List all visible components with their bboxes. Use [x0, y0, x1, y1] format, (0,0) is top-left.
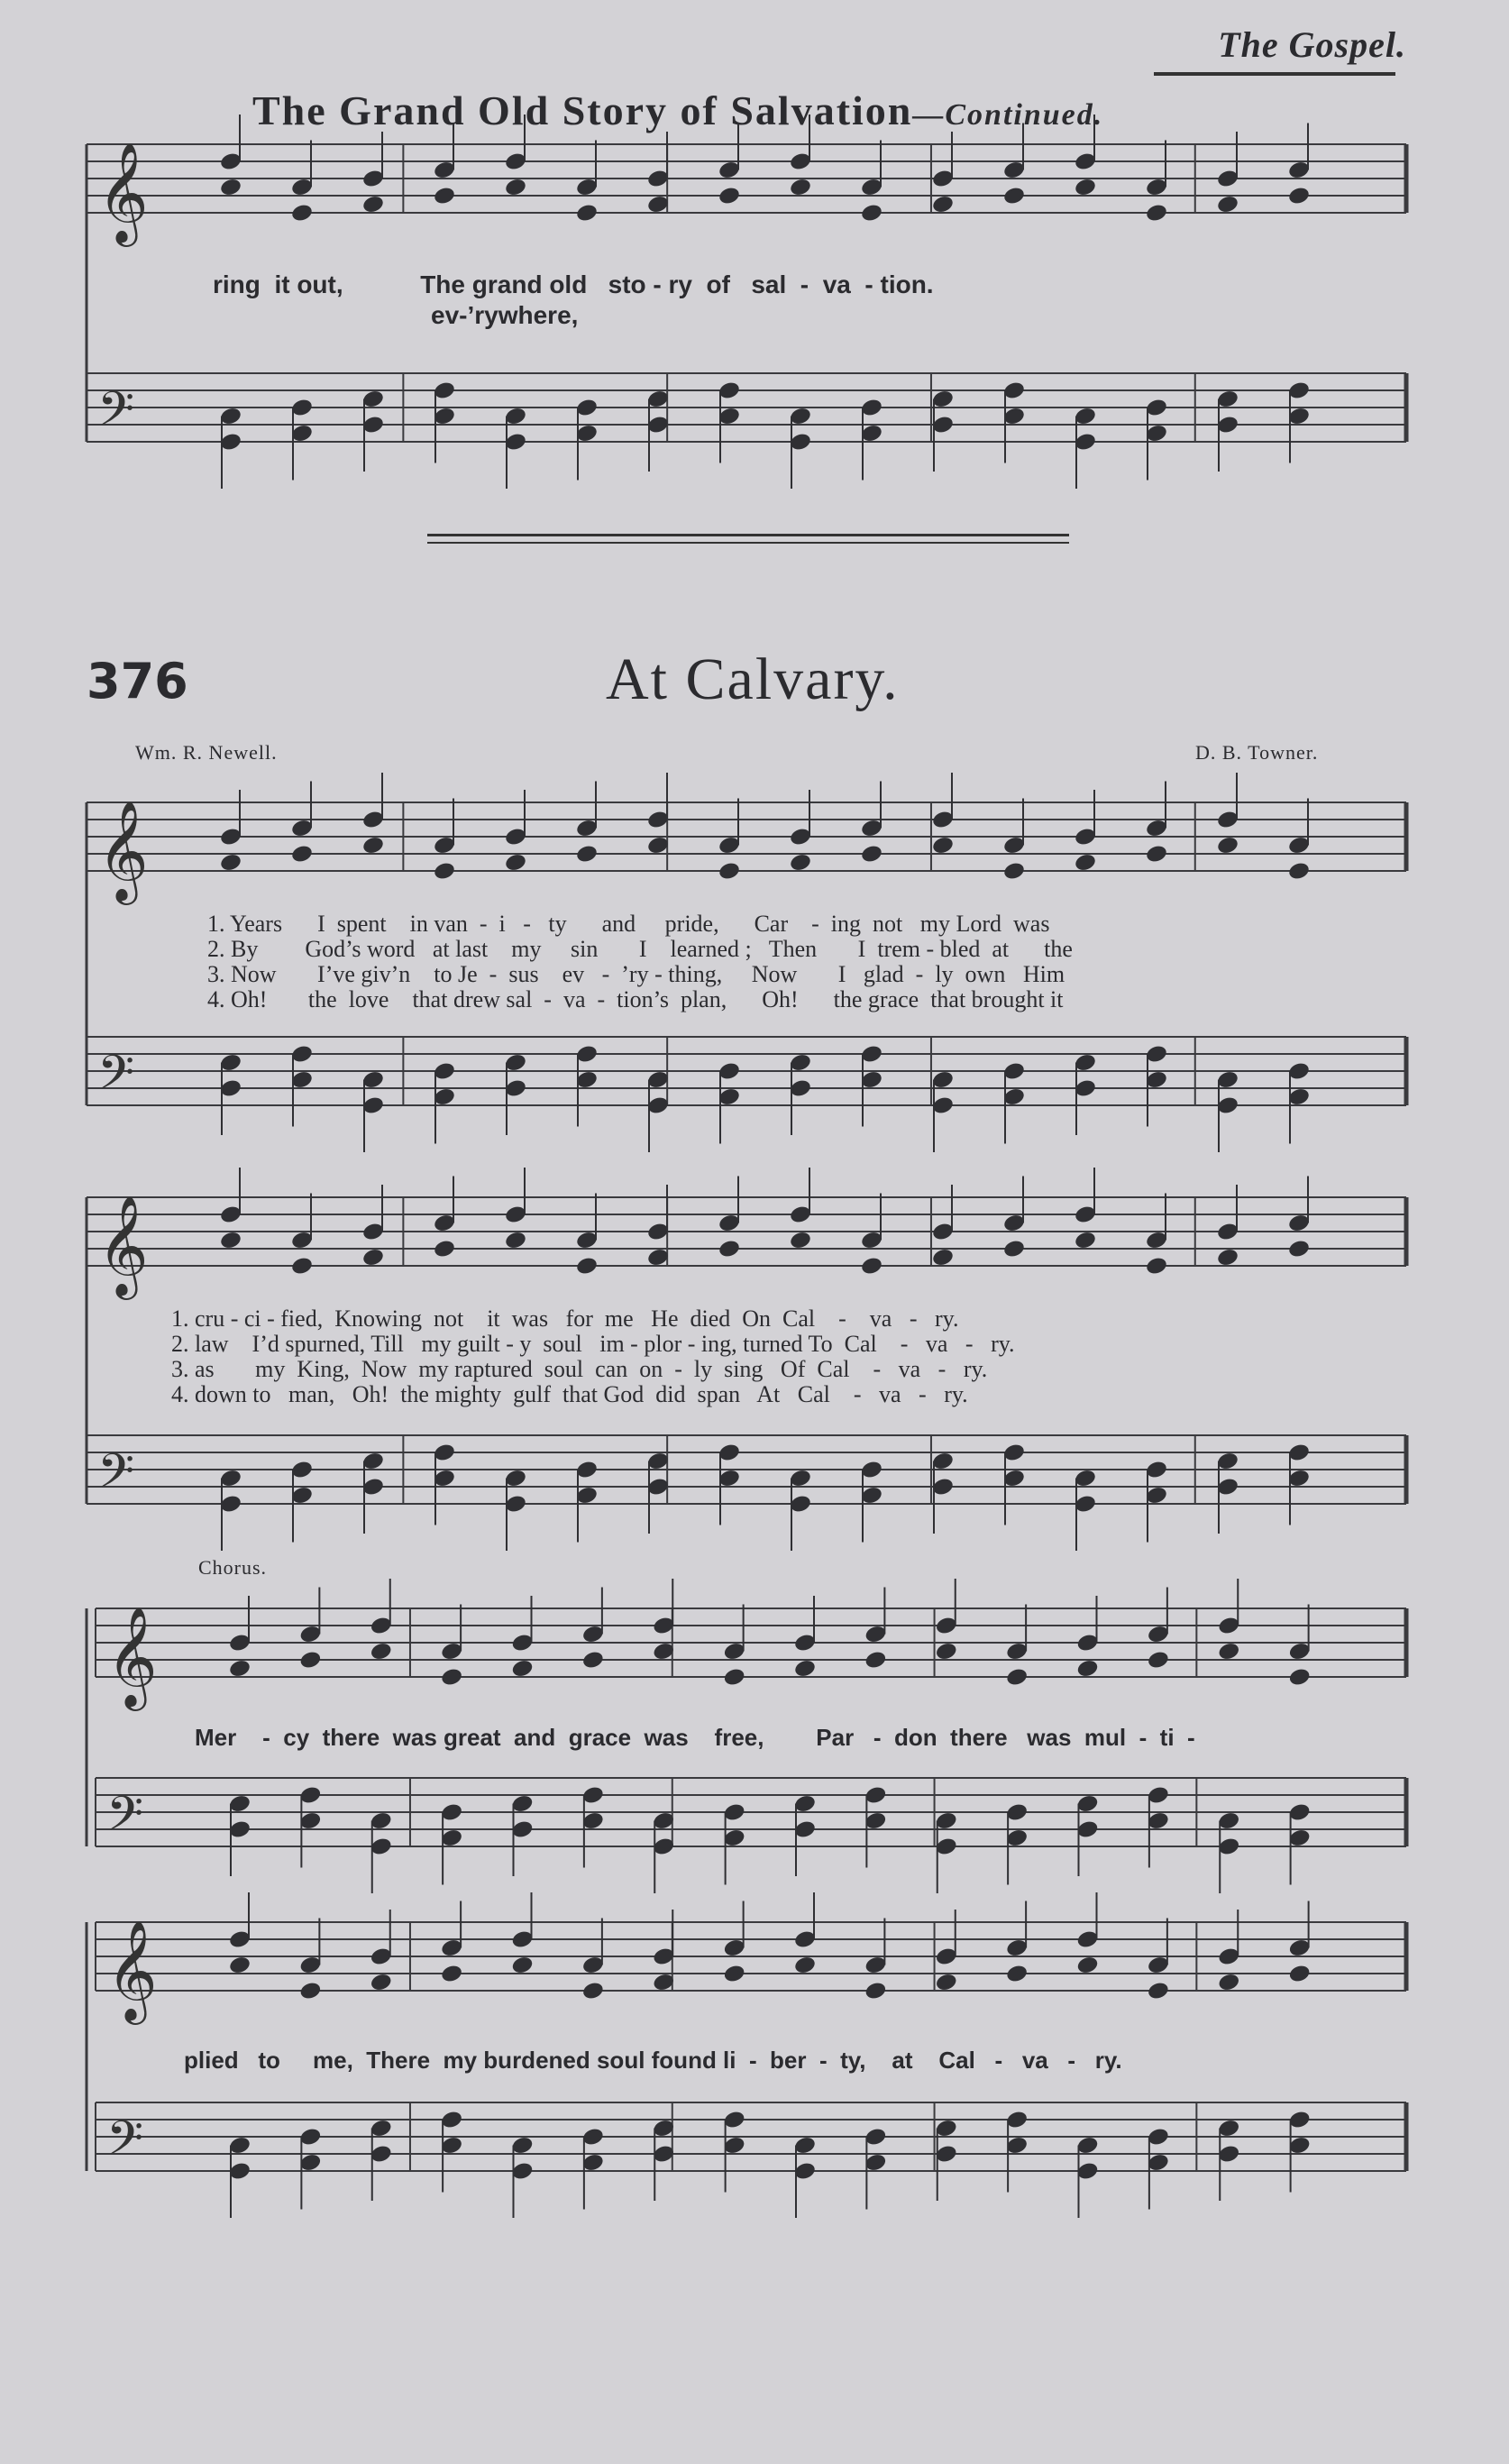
- words-author: Wm. R. Newell.: [135, 741, 278, 764]
- verse4-line1: 4. Oh! the love that drew sal - va - tion’s plan, Oh! the grace that brought it: [207, 986, 1064, 1012]
- chorus-label: Chorus.: [198, 1556, 268, 1579]
- music-author: D. B. Towner.: [1195, 741, 1319, 764]
- verse1-line2: 1. cru - ci - fied, Knowing not it was for me He died On Cal - va - ry.: [171, 1305, 959, 1332]
- svg-text:𝄢: 𝄢: [97, 382, 135, 449]
- chorus-line1: Mer - cy there was great and grace was free, Par - don there was mul - ti -: [195, 1724, 1195, 1751]
- verse4-line2: 4. down to man, Oh! the mighty gulf that God did span At Cal - va - ry.: [171, 1381, 968, 1407]
- svg-text:𝄞: 𝄞: [97, 1195, 149, 1296]
- prev-lyrics-line2: ev-’rywhere,: [431, 301, 579, 329]
- svg-text:𝄞: 𝄞: [106, 1606, 158, 1707]
- verse3-line2: 3. as my King, Now my raptured soul can on - ly sing Of Cal - va - ry.: [171, 1356, 988, 1382]
- verse2-line2: 2. law I’d spurned, Till my guilt - y soul im - plor - ing, turned To Cal - va - ry.: [171, 1331, 1015, 1357]
- svg-text:𝄢: 𝄢: [106, 1787, 144, 1854]
- continued-title-text: The Grand Old Story of Salvation: [252, 87, 913, 133]
- separator-rule: [427, 534, 1069, 536]
- svg-text:𝄢: 𝄢: [106, 2111, 144, 2178]
- chorus-line2: plied to me, There my burdened soul found li - ber - ty, at Cal - va - ry.: [184, 2047, 1122, 2074]
- prev-lyrics-line1: ring it out, The grand old sto - ry of sal - va - tion.: [213, 270, 934, 298]
- svg-text:𝄢: 𝄢: [97, 1444, 135, 1511]
- section-header: The Gospel.: [1218, 24, 1406, 65]
- hymn-title: At Calvary.: [606, 646, 900, 712]
- hymn-number: 376: [87, 653, 188, 710]
- svg-text:𝄢: 𝄢: [97, 1046, 135, 1113]
- svg-text:𝄞: 𝄞: [97, 142, 149, 243]
- svg-text:𝄞: 𝄞: [106, 1919, 158, 2020]
- verse2-line1: 2. By God’s word at last my sin I learned ; Then I trem - bled at the: [207, 936, 1073, 962]
- svg-text:𝄞: 𝄞: [97, 800, 149, 901]
- verse3-line1: 3. Now I’ve giv’n to Je - sus ev - ’ry - thing, Now I glad - ly own Him: [207, 961, 1065, 987]
- separator-rule-thin: [427, 542, 1069, 544]
- verse1-line1: 1. Years I spent in van - i - ty and pride, Car - ing not my Lord was: [207, 911, 1050, 937]
- continued-suffix: —Continued.: [912, 98, 1104, 132]
